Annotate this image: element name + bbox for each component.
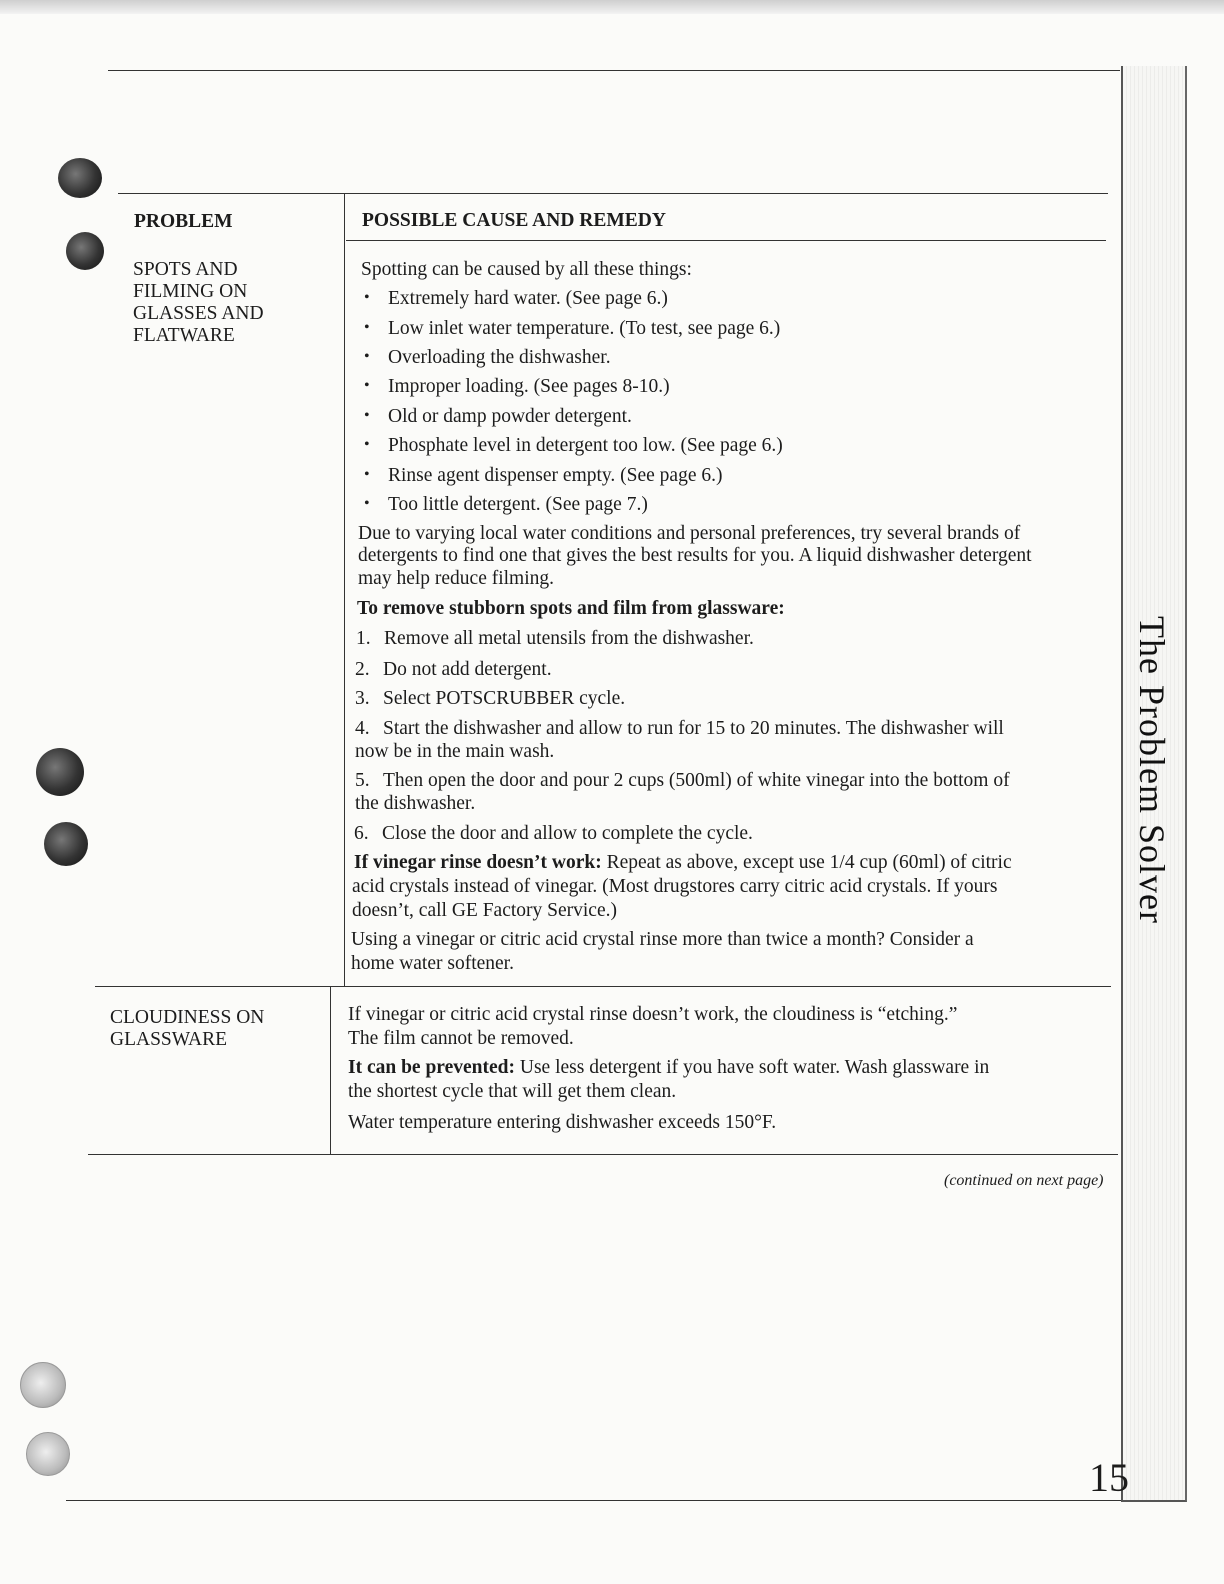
paragraph-line: Due to varying local water conditions and personal preferences, try several brands of [358, 523, 1021, 544]
step-text: Close the door and allow to complete the cycle. [382, 823, 753, 844]
vinegar-line: doesn’t, call GE Factory Service.) [352, 900, 617, 921]
using-line: home water softener. [351, 953, 514, 974]
step-number: 3. [355, 688, 370, 709]
step-number: 5. [355, 770, 370, 791]
binder-hole-4 [44, 822, 88, 866]
binder-hole-3 [36, 748, 84, 796]
cause-item: Overloading the dishwasher. [388, 347, 611, 368]
prevent-bold: It can be prevented: [348, 1057, 515, 1078]
top-rule [108, 70, 1120, 71]
side-tab-title: The Problem Solver [1132, 616, 1172, 924]
vinegar-line [354, 852, 1012, 874]
binder-hole-5 [20, 1362, 66, 1408]
row1-problem-line: FILMING ON [133, 281, 248, 302]
row1-problem-line: SPOTS AND [133, 259, 238, 280]
row2-line: If vinegar or citric acid crystal rinse doesn’t work, the cloudiness is “etching.” [348, 1004, 958, 1025]
bullet-icon: • [364, 495, 370, 512]
step-number: 4. [355, 718, 370, 739]
cause-item: Low inlet water temperature. (To test, see page 6.) [388, 318, 781, 339]
step-number: 1. [356, 628, 371, 649]
header-rule [346, 240, 1106, 241]
step-text: Start the dishwasher and allow to run for 15 to 20 minutes. The dishwasher will [383, 718, 1004, 739]
cause-item: Old or damp powder detergent. [388, 406, 632, 427]
row2-line: Water temperature entering dishwasher exceeds 150°F. [348, 1112, 777, 1133]
step-text: Do not add detergent. [383, 659, 552, 680]
table-bottom-rule [88, 1154, 1118, 1155]
paragraph-line: may help reduce filming. [358, 568, 555, 589]
bullet-icon: • [364, 289, 370, 306]
header-problem: PROBLEM [134, 211, 233, 232]
binder-hole-6 [26, 1432, 70, 1476]
bottom-rule [66, 1500, 1186, 1501]
row2-problem-line: GLASSWARE [110, 1029, 228, 1050]
scan-edge [0, 0, 1224, 14]
cause-item: Rinse agent dispenser empty. (See page 6.) [388, 465, 723, 486]
col-divider-2 [330, 986, 331, 1154]
step-text: Then open the door and pour 2 cups (500ml) of white vinegar into the bottom of [383, 770, 1010, 791]
bullet-icon: • [364, 436, 370, 453]
using-line: Using a vinegar or citric acid crystal rinse more than twice a month? Consider a [351, 929, 974, 950]
vinegar-line: acid crystals instead of vinegar. (Most drugstores carry citric acid crystals. If yours [352, 876, 998, 897]
step-text: now be in the main wash. [355, 741, 555, 762]
remove-heading: To remove stubborn spots and film from glassware: [357, 598, 785, 619]
vinegar-bold: If vinegar rinse doesn’t work: [354, 852, 602, 873]
col-divider-1 [344, 193, 345, 986]
row2-problem-line: CLOUDINESS ON [110, 1007, 265, 1028]
bullet-icon: • [364, 319, 370, 336]
cause-item: Improper loading. (See pages 8-10.) [388, 376, 670, 397]
bullet-icon: • [364, 348, 370, 365]
prevent-text: Use less detergent if you have soft water. Wash glassware in [515, 1057, 990, 1078]
table-top-rule [118, 193, 1108, 194]
continued-note: (continued on next page) [944, 1172, 1104, 1189]
row2-line: the shortest cycle that will get them clean. [348, 1081, 677, 1102]
bullet-icon: • [364, 377, 370, 394]
vinegar-text: Repeat as above, except use 1/4 cup (60ml) of citric [601, 852, 1012, 873]
bullet-icon: • [364, 466, 370, 483]
header-remedy: POSSIBLE CAUSE AND REMEDY [362, 210, 666, 231]
binder-hole-1 [58, 158, 102, 198]
paragraph-line: detergents to find one that gives the best results for you. A liquid dishwasher detergent [358, 545, 1032, 566]
step-text: Select POTSCRUBBER cycle. [383, 688, 626, 709]
row2-line: The film cannot be removed. [348, 1028, 574, 1049]
step-text: Remove all metal utensils from the dishwasher. [384, 628, 754, 649]
cause-item: Extremely hard water. (See page 6.) [388, 288, 668, 309]
row1-intro: Spotting can be caused by all these things: [361, 259, 692, 280]
binder-hole-2 [66, 232, 104, 270]
row2-prevent-line [348, 1057, 989, 1079]
step-text: the dishwasher. [355, 793, 476, 814]
cause-item: Phosphate level in detergent too low. (See page 6.) [388, 435, 783, 456]
row1-problem-line: GLASSES AND [133, 303, 264, 324]
page-number: 15 [1089, 1455, 1129, 1500]
row-divider [95, 986, 1111, 987]
cause-item: Too little detergent. (See page 7.) [388, 494, 648, 515]
step-number: 2. [355, 659, 370, 680]
row1-problem-line: FLATWARE [133, 325, 235, 346]
step-number: 6. [354, 823, 369, 844]
bullet-icon: • [364, 407, 370, 424]
